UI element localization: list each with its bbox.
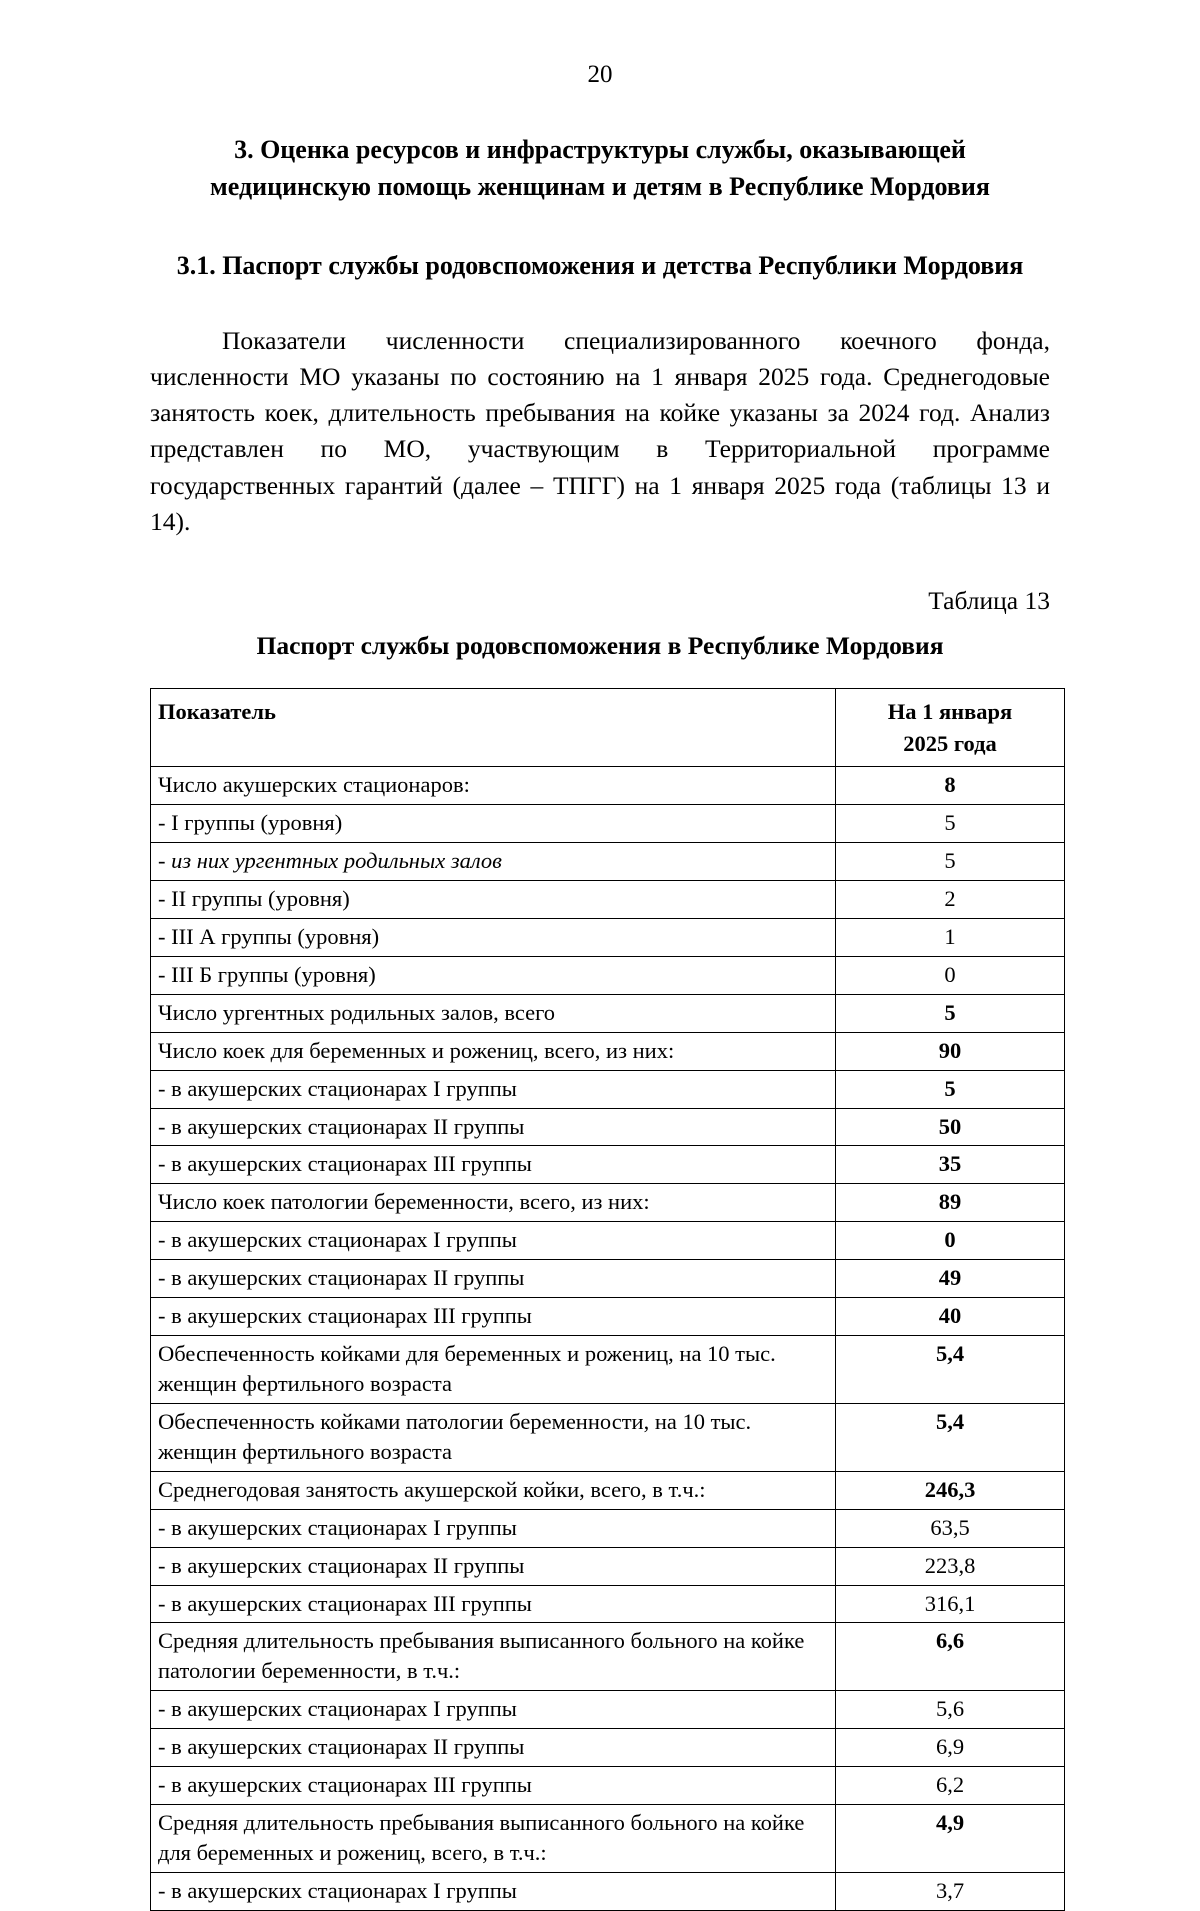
table-row — [151, 880, 1065, 918]
column-header-value-line2: 2025 года — [903, 730, 997, 756]
table-row — [151, 1108, 1065, 1146]
table-row — [151, 1032, 1065, 1070]
table-cell-indicator: - в акушерских стационарах I группы — [151, 1691, 836, 1729]
table-row — [151, 1767, 1065, 1805]
table-cell-indicator: - в акушерских стационарах II группы — [151, 1547, 836, 1585]
table-cell-indicator: - II группы (уровня) — [151, 880, 836, 918]
table-cell-indicator: Среднегодовая занятость акушерской койки, всего, в т.ч.: — [151, 1471, 836, 1509]
table-row — [151, 1623, 1065, 1691]
table-row — [151, 1471, 1065, 1509]
table-row — [151, 1222, 1065, 1260]
table-row — [151, 1509, 1065, 1547]
table-cell-value: 5,6 — [836, 1691, 1065, 1729]
table-cell-value: 8 — [836, 767, 1065, 805]
table-row — [151, 1547, 1065, 1585]
table-number-label: Таблица 13 — [928, 585, 1050, 615]
table-cell-value: 40 — [836, 1298, 1065, 1336]
table-cell-value: 5 — [836, 1070, 1065, 1108]
table-row — [151, 1260, 1065, 1298]
section-heading: 3. Оценка ресурсов и инфраструктуры службы, оказывающей медицинскую помощь женщинам и детям в Республике Мордовия — [210, 135, 990, 201]
table-cell-indicator: - III А группы (уровня) — [151, 918, 836, 956]
table-row — [151, 1585, 1065, 1623]
table-cell-indicator: - в акушерских стационарах III группы — [151, 1146, 836, 1184]
table-cell-value: 246,3 — [836, 1471, 1065, 1509]
table-cell-indicator: - в акушерских стационарах I группы — [151, 1222, 836, 1260]
document-page — [0, 61, 1200, 1903]
intro-paragraph: Показатели численности специализированного коечного фонда, численности МО указаны по состоянию на 1 января 2025 года. Среднегодовые занятость коек, длительность пребывания на койке указаны за 2024 год. Анализ представлен по МО, участвующим в Территориальной программе государственных гарантий (далее – ТПГГ) на 1 января 2025 года (таблицы 13 и 14). — [150, 325, 1050, 536]
table-cell-value: 316,1 — [836, 1585, 1065, 1623]
page-number: 20 — [587, 61, 613, 88]
subsection-heading: 3.1. Паспорт службы родовспоможения и детства Республики Мордовия — [176, 250, 1024, 280]
table-header-row — [151, 689, 1065, 767]
table-cell-value: 223,8 — [836, 1547, 1065, 1585]
table-cell-value: 5 — [836, 805, 1065, 843]
table-cell-value: 2 — [836, 880, 1065, 918]
column-header-value — [836, 689, 1065, 767]
table-row — [151, 843, 1065, 881]
table-cell-indicator: Средняя длительность пребывания выписанного больного на койке патологии беременности, в т.ч.: — [151, 1623, 836, 1691]
table-row — [151, 805, 1065, 843]
table-cell-value: 63,5 — [836, 1509, 1065, 1547]
table-row — [151, 994, 1065, 1032]
table-cell-indicator: Число акушерских стационаров: — [151, 767, 836, 805]
table-cell-indicator: - в акушерских стационарах III группы — [151, 1298, 836, 1336]
table-cell-value: 0 — [836, 956, 1065, 994]
table-cell-value: 5,4 — [836, 1336, 1065, 1404]
column-header-value-line1: На 1 января — [887, 699, 1013, 725]
table-cell-value: 6,6 — [836, 1623, 1065, 1691]
table-cell-value: 3,7 — [836, 1872, 1065, 1910]
table-cell-indicator: - в акушерских стационарах II группы — [151, 1108, 836, 1146]
table-cell-indicator: - в акушерских стационарах III группы — [151, 1767, 836, 1805]
table-cell-indicator: Обеспеченность койками для беременных и рожениц, на 10 тыс. женщин фертильного возраста — [151, 1336, 836, 1404]
table-title: Паспорт службы родовспоможения в Республике Мордовия — [256, 631, 944, 661]
table-cell-value: 6,9 — [836, 1729, 1065, 1767]
table-cell-value: 1 — [836, 918, 1065, 956]
table-row — [151, 767, 1065, 805]
table-row — [151, 1298, 1065, 1336]
table-cell-value: 5 — [836, 843, 1065, 881]
table-cell-indicator: Обеспеченность койками патологии беременности, на 10 тыс. женщин фертильного возраста — [151, 1403, 836, 1471]
table-row — [151, 1729, 1065, 1767]
table-cell-value: 49 — [836, 1260, 1065, 1298]
table-cell-indicator: - I группы (уровня) — [151, 805, 836, 843]
table-cell-indicator: - в акушерских стационарах II группы — [151, 1729, 836, 1767]
table-cell-indicator: - в акушерских стационарах I группы — [151, 1509, 836, 1547]
table-row — [151, 1872, 1065, 1910]
table-row — [151, 956, 1065, 994]
table-body — [151, 767, 1065, 1911]
page-content — [150, 132, 1050, 1911]
table-cell-indicator: - в акушерских стационарах III группы — [151, 1585, 836, 1623]
table-cell-indicator: - из них ургентных родильных залов — [151, 843, 836, 881]
table-row — [151, 1146, 1065, 1184]
table-cell-indicator: - в акушерских стационарах I группы — [151, 1070, 836, 1108]
table-cell-value: 6,2 — [836, 1767, 1065, 1805]
table-row — [151, 1070, 1065, 1108]
table-row — [151, 1184, 1065, 1222]
table-cell-value: 0 — [836, 1222, 1065, 1260]
table-row — [151, 918, 1065, 956]
table-cell-value: 5,4 — [836, 1403, 1065, 1471]
table-cell-indicator: - III Б группы (уровня) — [151, 956, 836, 994]
table-row — [151, 1336, 1065, 1404]
table-cell-value: 50 — [836, 1108, 1065, 1146]
table-cell-indicator: Средняя длительность пребывания выписанного больного на койке для беременных и рожениц, всего, в т.ч.: — [151, 1805, 836, 1873]
table-cell-indicator: Число коек для беременных и рожениц, всего, из них: — [151, 1032, 836, 1070]
passport-table — [150, 688, 1065, 1911]
table-row — [151, 1691, 1065, 1729]
table-cell-value: 35 — [836, 1146, 1065, 1184]
table-cell-value: 4,9 — [836, 1805, 1065, 1873]
table-header — [151, 689, 1065, 767]
table-row — [151, 1805, 1065, 1873]
column-header-indicator: Показатель — [151, 689, 836, 767]
table-cell-value: 90 — [836, 1032, 1065, 1070]
table-cell-indicator: Число ургентных родильных залов, всего — [151, 994, 836, 1032]
table-cell-indicator: Число коек патологии беременности, всего, из них: — [151, 1184, 836, 1222]
table-cell-value: 5 — [836, 994, 1065, 1032]
table-row — [151, 1403, 1065, 1471]
table-cell-value: 89 — [836, 1184, 1065, 1222]
table-cell-indicator: - в акушерских стационарах I группы — [151, 1872, 836, 1910]
table-cell-indicator: - в акушерских стационарах II группы — [151, 1260, 836, 1298]
